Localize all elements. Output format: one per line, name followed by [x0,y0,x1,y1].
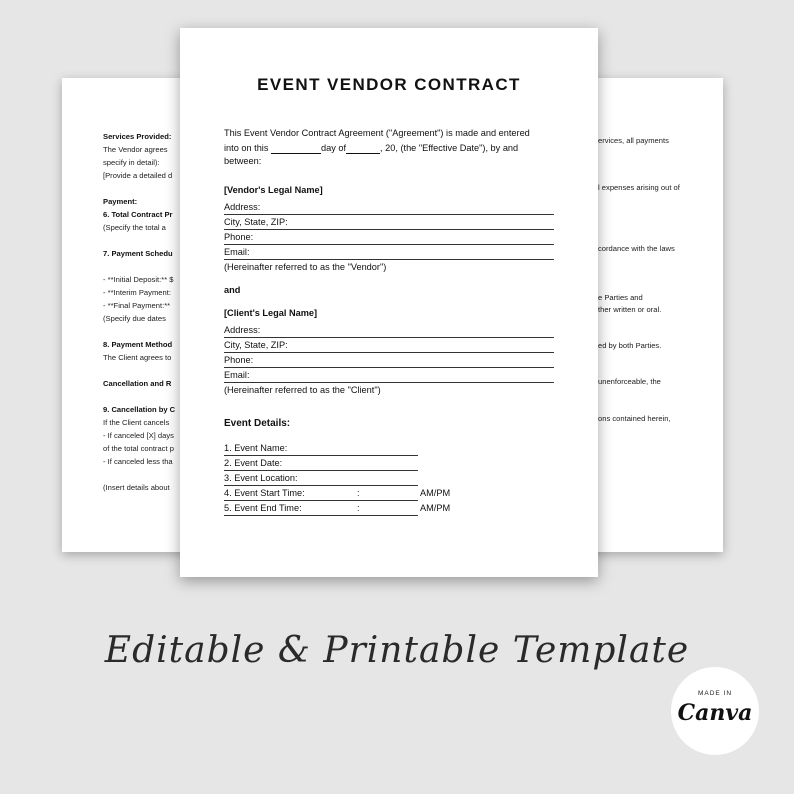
vendor-address-field[interactable]: Address: [224,201,554,215]
left-line: - **Initial Deposit:** $ [103,275,174,284]
event-date-field[interactable]: 2. Event Date: [224,457,418,471]
event-end-time-field[interactable] [224,502,418,516]
event-details-heading: Event Details: [224,418,291,429]
client-heading: [Client's Legal Name] [224,308,318,318]
client-city-field[interactable]: City, State, ZIP: [224,339,554,353]
vendor-referred: (Hereinafter referred to as the "Vendor") [224,262,387,272]
right-line: cordance with the laws [598,244,675,253]
client-phone-field[interactable]: Phone: [224,354,554,368]
left-line: Payment: [103,197,138,206]
badge-made-in: MADE IN [697,690,733,697]
left-line: - If canceled [X] days [103,431,174,440]
event-location-field[interactable]: 3. Event Location: [224,472,418,486]
right-line: ed by both Parties. [598,341,662,350]
left-line: 9. Cancellation by C [103,405,176,414]
intro-text-a: into on this [224,143,269,153]
right-line: unenforceable, the [598,377,661,386]
canva-logo: Canva [677,700,753,726]
left-line: (Specify due dates [103,314,166,323]
start-ampm: AM/PM [420,488,451,498]
left-line: [Provide a detailed d [103,171,173,180]
left-line: of the total contract p [103,444,174,453]
day-blank[interactable] [271,144,321,154]
right-line: ther written or oral. [598,305,662,314]
month-blank[interactable] [346,144,380,154]
client-referred: (Hereinafter referred to as the "Client") [224,385,381,395]
event-name-field[interactable]: 1. Event Name: [224,442,418,456]
left-line: - If canceled less tha [103,457,173,466]
left-line: (Specify the total a [103,223,166,232]
event-start-time-label: 4. Event Start Time: [224,488,305,498]
left-line: - **Interim Payment: [103,288,171,297]
intro-line-1: This Event Vendor Contract Agreement ("Agreement") is made and entered [224,128,530,138]
left-line: If the Client cancels [103,418,170,427]
left-line: 7. Payment Schedu [103,249,173,258]
right-line: ervices, all payments [598,136,669,145]
tagline: Editable & Printable Template [104,630,690,671]
event-end-time-label: 5. Event End Time: [224,503,302,513]
client-address-field[interactable]: Address: [224,324,554,338]
vendor-email-field[interactable]: Email: [224,246,554,260]
intro-line-3: between: [224,156,262,166]
right-line: e Parties and [598,293,643,302]
left-line: The Vendor agrees [103,145,168,154]
left-line: (Insert details about [103,483,170,492]
vendor-heading: [Vendor's Legal Name] [224,185,323,195]
left-line: 6. Total Contract Pr [103,210,173,219]
event-start-time-field[interactable] [224,487,418,501]
intro-line-2 [224,143,518,154]
document-title: EVENT VENDOR CONTRACT [257,75,521,94]
vendor-city-field[interactable]: City, State, ZIP: [224,216,554,230]
and-text: and [224,285,241,295]
vendor-phone-field[interactable]: Phone: [224,231,554,245]
canva-badge [671,667,759,755]
front-page [180,28,598,577]
left-line: The Client agrees to [103,353,172,362]
time-colon: : [357,503,360,513]
left-line: - **Final Payment:** [103,301,171,310]
client-email-field[interactable]: Email: [224,369,554,383]
intro-text-b: day of [321,143,347,153]
right-line: l expenses arising out of [598,183,680,192]
right-line: ons contained herein, [598,414,671,423]
time-colon: : [357,488,360,498]
left-line: 8. Payment Method [103,340,173,349]
left-line: specify in detail): [103,158,160,167]
intro-text-c: , 20, (the "Effective Date"), by and [380,143,519,153]
end-ampm: AM/PM [420,503,451,513]
left-line: Cancellation and R [103,379,172,388]
left-line: Services Provided: [103,132,172,141]
